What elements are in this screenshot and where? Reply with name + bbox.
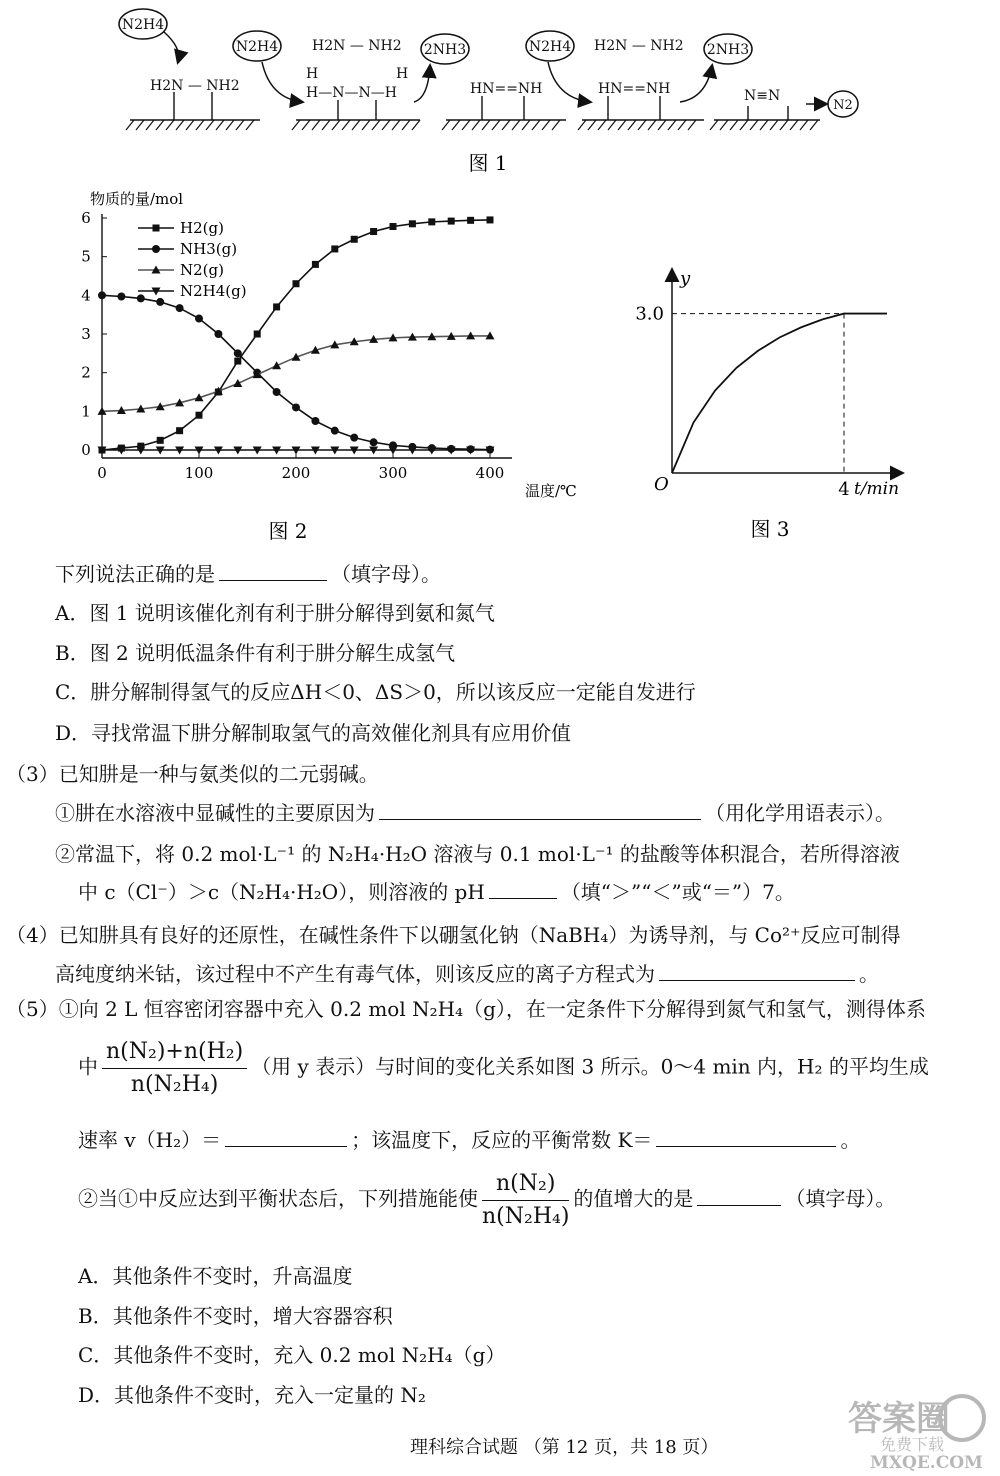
surface-hatch (800, 120, 808, 130)
fig2-y-tick-label: 3 (81, 325, 91, 343)
fig2-y-tick-label: 5 (81, 247, 91, 266)
fig2-y-tick-label: 0 (81, 441, 91, 459)
fig2-data-point (273, 303, 280, 310)
surface-hatch (710, 120, 718, 130)
q2-option-d: D．寻找常温下肼分解制取氢气的高效催化剂具有应用价值 (55, 721, 572, 745)
fig2-data-point (156, 298, 164, 306)
surface-hatch (492, 120, 500, 130)
q5-line1: （5）①向 2 L 恒容密闭容器中充入 0.2 mol N₂H₄（g），在一定条件下分解得到氮气和氢气，测得体系 (6, 997, 926, 1021)
q3-part2-blank[interactable] (489, 880, 557, 899)
fig2-data-point (273, 388, 281, 396)
watermark-logo-text: 答案圈 (848, 1399, 950, 1439)
q5-fraction-y: $\frac{\text{n(N₂)+n(H₂)}}{\text{n(N₂H₄)}}$ (102, 1038, 247, 1098)
fig2-y-tick-label: 2 (81, 363, 91, 382)
q3-part1: ①肼在水溶液中显碱性的主要原因为 （用化学用语表示）。 (55, 801, 895, 825)
surface-hatch (146, 120, 154, 130)
fig2-x-tick-label: 300 (378, 464, 408, 482)
fig1-n2h4-label-1: N2H4 (121, 17, 165, 33)
q2-option-c: C．肼分解制得氢气的反应ΔH＜0、ΔS＞0，所以该反应一定能自发进行 (55, 680, 696, 704)
surface-hatch (442, 120, 450, 130)
surface-hatch (392, 120, 400, 130)
surface-hatch (472, 120, 480, 130)
fig1-complex2-top: H2N — NH2 (594, 38, 684, 54)
fig2-y-tick-label: 4 (81, 286, 91, 305)
surface-hatch (482, 120, 490, 130)
surface-hatch (412, 120, 420, 130)
fig1-nh3-product-2: 2NH3 (706, 42, 750, 58)
fig2-data-point (390, 223, 397, 230)
figure3-caption: 图 3 (750, 517, 790, 541)
fig2-data-point (272, 361, 281, 369)
surface-hatch (760, 120, 768, 130)
fig2-x-tick-label: 0 (97, 464, 107, 482)
surface-hatch (136, 120, 144, 130)
surface-hatch (402, 120, 410, 130)
fig3-origin: O (654, 474, 669, 495)
fig2-data-point (370, 438, 378, 446)
surface-hatch (532, 120, 540, 130)
fig2-data-point (117, 292, 125, 300)
surface-hatch (790, 120, 798, 130)
surface-hatch (292, 120, 300, 130)
surface-hatch (780, 120, 788, 130)
fig2-data-point (331, 245, 338, 252)
fig2-legend-label: N2H4(g) (180, 282, 247, 300)
surface-hatch (522, 120, 530, 130)
q5-line2: 中 $\frac{\text{n(N₂)+n(H₂)}}{\text{n(N₂H₄)}}$ （用 y 表示）与时间的变化关系如图 3 所示。0～4 min 内，H₂ 的平均生成 (78, 1039, 929, 1097)
surface-hatch (196, 120, 204, 130)
watermark-site: MXQE.COM (870, 1453, 983, 1472)
surface-hatch (598, 120, 606, 130)
fig1-complex2-bottom: HN==NH (598, 81, 671, 97)
surface-hatch (382, 120, 390, 130)
figure2-chart (40, 180, 600, 550)
surface-hatch (628, 120, 636, 130)
fig1-adsorbed-hydrazine: H2N — NH2 (150, 78, 240, 94)
watermark-logo (840, 1388, 990, 1472)
surface-hatch (166, 120, 174, 130)
figure1-diagram (0, 0, 1000, 180)
figure3-chart (620, 258, 920, 548)
fig2-data-point (137, 294, 145, 302)
q3-intro: （3）已知肼是一种与氨类似的二元弱碱。 (6, 762, 379, 786)
q4-line2: 高纯度纳米钴，该过程中不产生有毒气体，则该反应的离子方程式为 。 (55, 962, 879, 986)
fig1-diimide: HN==NH (470, 81, 543, 97)
fig2-data-point (176, 304, 184, 312)
q5-option-d: D．其他条件不变时，充入一定量的 N₂ (78, 1383, 426, 1407)
fig1-nh3-product-1: 2NH3 (423, 42, 467, 58)
fig2-data-point (196, 412, 203, 419)
fig1-n2h4-label-2: N2H4 (235, 39, 279, 55)
fig3-x-tick-label: 4 (838, 479, 850, 500)
fig2-data-point (370, 228, 377, 235)
fig2-data-point (234, 349, 242, 357)
fig2-x-tick-label: 400 (475, 464, 505, 482)
fig2-data-point (448, 218, 455, 225)
q3-part2-line1: ②常温下，将 0.2 mol·L⁻¹ 的 N₂H₄·H₂O 溶液与 0.1 mol·L⁻¹ 的盐酸等体积混合，若所得溶液 (55, 842, 900, 866)
fig2-y-tick-label: 1 (81, 402, 91, 421)
fig2-series-line-1 (102, 295, 490, 449)
fig2-data-point (409, 220, 416, 227)
fig2-data-point (157, 437, 164, 444)
fig2-data-point (233, 379, 242, 387)
watermark-slogan: 免费下载 (880, 1435, 945, 1454)
fig3-y-tick-label: 3.0 (635, 303, 664, 325)
surface-hatch (542, 120, 550, 130)
fig2-data-point (311, 417, 319, 425)
fig1-n2h4-label-3: N2H4 (528, 39, 572, 55)
fig3-xlabel: t/min (854, 479, 900, 499)
surface-hatch (246, 120, 254, 130)
surface-hatch (638, 120, 646, 130)
fig3-ylabel: y (680, 268, 691, 289)
surface-hatch (322, 120, 330, 130)
surface-hatch (648, 120, 656, 130)
surface-hatch (770, 120, 778, 130)
surface-hatch (588, 120, 596, 130)
surface-hatch (502, 120, 510, 130)
q5-option-c: C．其他条件不变时，充入 0.2 mol N₂H₄（g） (78, 1343, 506, 1367)
fig2-data-point (312, 261, 319, 268)
fig2-y-tick-label: 6 (81, 209, 91, 227)
fig2-x-tick-label: 100 (184, 464, 214, 482)
q5-option-a: A．其他条件不变时，升高温度 (78, 1264, 353, 1288)
fig2-data-point (214, 330, 222, 338)
fig2-data-point (292, 403, 300, 411)
q3-part2-line2: 中 c（Cl⁻）＞c（N₂H₄·H₂O），则溶液的 pH （填“＞”“＜”或“＝”）7。 (78, 880, 795, 904)
q2-answer-blank[interactable] (219, 562, 327, 581)
fig2-legend-marker (153, 225, 160, 232)
surface-hatch (720, 120, 728, 130)
fig3-curve (672, 314, 887, 473)
surface-hatch (362, 120, 370, 130)
surface-hatch (236, 120, 244, 130)
surface-hatch (462, 120, 470, 130)
q4-line1: （4）已知肼具有良好的还原性，在碱性条件下以硼氢化钠（NaBH₄）为诱导剂，与 Co²⁺反应可制得 (6, 923, 901, 947)
fig1-complex-h-right: H (396, 66, 409, 82)
surface-hatch (452, 120, 460, 130)
q2-option-a: A．图 1 说明该催化剂有利于肼分解得到氨和氮气 (55, 601, 495, 625)
fig1-complex-h-left: H (306, 66, 319, 82)
fig2-ylabel: 物质的量/mol (90, 190, 184, 208)
fig2-legend-label: NH3(g) (180, 240, 238, 258)
surface-hatch (302, 120, 310, 130)
q5-part2-blank[interactable] (697, 1187, 781, 1206)
surface-hatch (176, 120, 184, 130)
fig2-data-point (195, 315, 203, 323)
surface-hatch (216, 120, 224, 130)
surface-hatch (352, 120, 360, 130)
fig1-dinitrogen: N≡N (744, 88, 781, 104)
fig1-complex-bottom: H—N—N—H (306, 85, 397, 101)
q5-option-b: B．其他条件不变时，增大容器容积 (78, 1304, 393, 1328)
q3-part1-blank[interactable] (379, 801, 701, 820)
surface-hatch (810, 120, 818, 130)
fig2-data-point (176, 427, 183, 434)
surface-hatch (156, 120, 164, 130)
q5-rate-blank[interactable] (225, 1128, 347, 1147)
surface-hatch (552, 120, 560, 130)
fig2-data-point (487, 216, 494, 223)
fig2-data-point (234, 358, 241, 365)
fig2-legend-label: N2(g) (180, 261, 224, 279)
surface-hatch (730, 120, 738, 130)
surface-hatch (750, 120, 758, 130)
surface-hatch (608, 120, 616, 130)
surface-hatch (312, 120, 320, 130)
q5-part2: ②当①中反应达到平衡状态后，下列措施能使 $\frac{\text{n(N₂)}}{\text{n(N₂H₄)}}$ 的值增大的是 （填字母）。 (78, 1171, 896, 1229)
figure1-caption: 图 1 (468, 151, 508, 175)
fig2-data-point (351, 236, 358, 243)
q5-k-blank[interactable] (656, 1128, 836, 1147)
surface-hatch (658, 120, 666, 130)
fig2-data-point (254, 331, 261, 338)
fig2-legend-marker (152, 245, 160, 253)
fig2-legend-label: H2(g) (180, 219, 224, 237)
surface-hatch (342, 120, 350, 130)
surface-hatch (578, 120, 586, 130)
q5-fraction-ratio: $\frac{\text{n(N₂)}}{\text{n(N₂H₄)}}$ (482, 1171, 570, 1229)
page-footer: 理科综合试题 （第 12 页，共 18 页） (410, 1437, 719, 1458)
fig2-data-point (98, 291, 106, 299)
fig2-xlabel: 温度/℃ (525, 482, 577, 500)
fig1-complex-top: H2N — NH2 (312, 38, 402, 54)
fig1-n2-product: N2 (833, 98, 853, 113)
surface-hatch (678, 120, 686, 130)
surface-hatch (332, 120, 340, 130)
surface-hatch (512, 120, 520, 130)
surface-hatch (372, 120, 380, 130)
q5-line3: 速率 v（H₂）＝ ；该温度下，反应的平衡常数 K＝ 。 (78, 1128, 861, 1152)
surface-hatch (206, 120, 214, 130)
surface-hatch (226, 120, 234, 130)
fig2-data-point (428, 218, 435, 225)
fig2-series-line-2 (102, 336, 490, 411)
surface-hatch (740, 120, 748, 130)
surface-hatch (186, 120, 194, 130)
fig2-data-point (331, 427, 339, 435)
fig2-data-point (350, 434, 358, 442)
figure2-caption: 图 2 (268, 519, 308, 543)
q2-stem: 下列说法正确的是 （填字母）。 (55, 562, 441, 586)
surface-hatch (618, 120, 626, 130)
surface-hatch (688, 120, 696, 130)
surface-hatch (668, 120, 676, 130)
fig2-data-point (293, 280, 300, 287)
fig2-x-tick-label: 200 (281, 464, 311, 482)
q2-option-b: B．图 2 说明低温条件有利于肼分解生成氢气 (55, 641, 456, 665)
fig2-data-point (467, 217, 474, 224)
surface-hatch (126, 120, 134, 130)
q4-answer-blank[interactable] (659, 962, 855, 981)
